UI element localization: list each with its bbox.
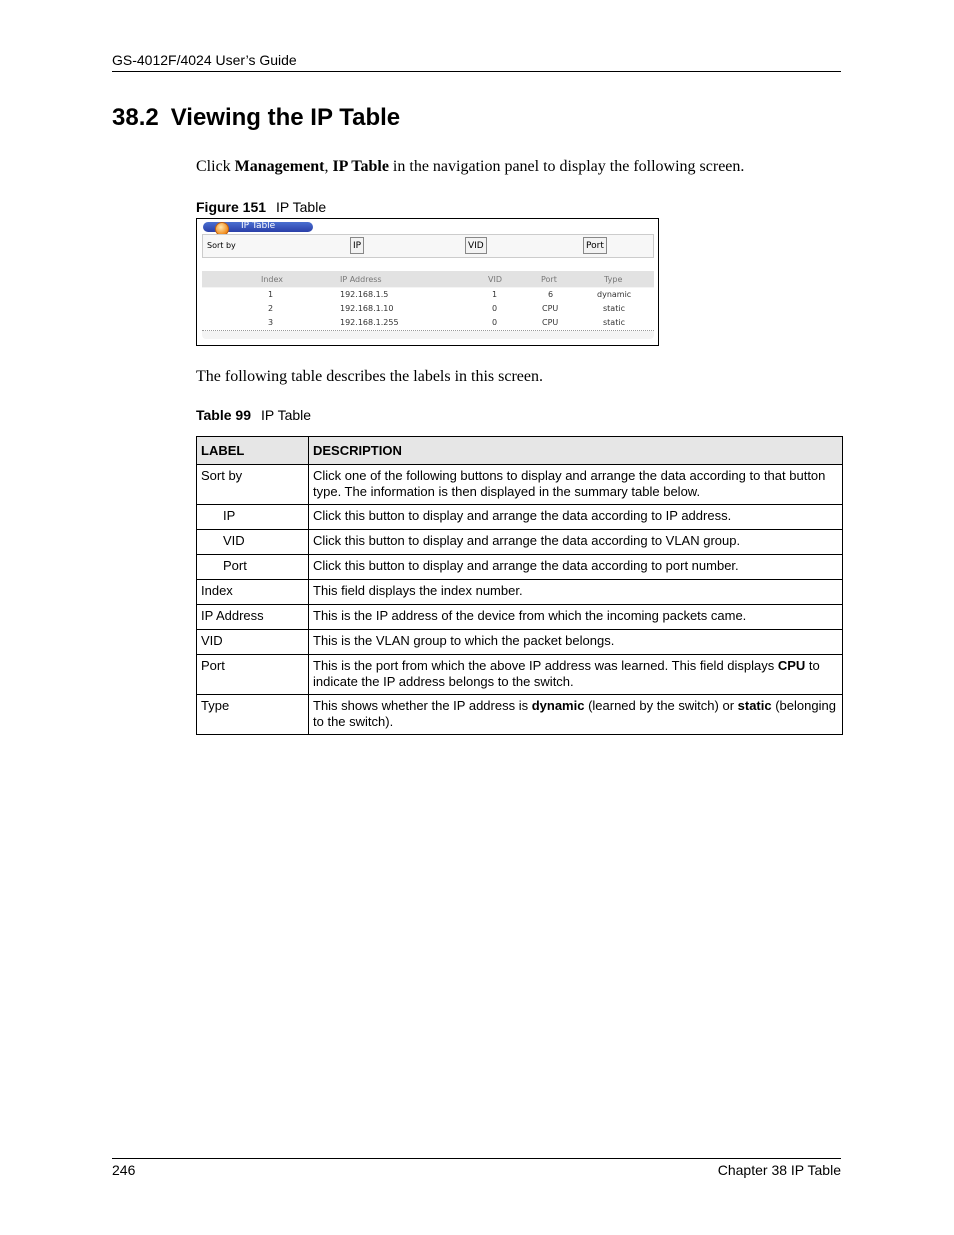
cell-vid: 0	[492, 318, 498, 327]
cell-type: static	[603, 304, 625, 313]
page-number: 246	[112, 1162, 136, 1178]
summary-table	[202, 271, 654, 339]
desc-text: to indicate the IP address belongs to the switch.	[313, 658, 820, 689]
table-title: IP Table	[261, 407, 312, 423]
col-type-header: Type	[604, 275, 623, 284]
table-caption	[196, 407, 311, 423]
header-rule	[112, 71, 841, 72]
cell-ip: 192.168.1.5	[340, 290, 389, 299]
row-label: Index	[197, 580, 309, 605]
cell-port: 6	[548, 290, 554, 299]
figure-caption	[196, 199, 326, 215]
row-description: This is the VLAN group to which the packet belongs.	[309, 630, 843, 655]
cell-vid: 1	[492, 290, 498, 299]
intro-text: Click	[196, 158, 235, 175]
table-row	[197, 555, 843, 580]
section-number: 38.2	[112, 104, 159, 131]
screen-title-tab	[203, 222, 313, 232]
intro-sep: ,	[324, 158, 333, 175]
cell-index: 2	[268, 304, 274, 313]
row-description	[309, 695, 843, 735]
summary-row	[202, 316, 654, 331]
figure-title: IP Table	[276, 199, 327, 215]
footer-rule	[112, 1158, 841, 1159]
cell-ip: 192.168.1.10	[340, 304, 394, 313]
cell-type: dynamic	[597, 290, 632, 299]
desc-bold: dynamic	[531, 698, 585, 713]
table-row	[197, 655, 843, 695]
summary-header-row	[202, 271, 654, 287]
desc-text: (belonging to the switch).	[313, 698, 836, 729]
intro-bold-iptable: IP Table	[332, 158, 389, 175]
screen-title: IP Table	[241, 221, 276, 231]
row-description: This is the IP address of the device from which the incoming packets came.	[309, 605, 843, 630]
intro-paragraph	[196, 158, 744, 176]
table-row	[197, 505, 843, 530]
summary-row	[202, 302, 654, 317]
row-label: IP Address	[197, 605, 309, 630]
sort-by-label: Sort by	[207, 241, 236, 250]
table-row	[197, 630, 843, 655]
cell-index: 1	[268, 290, 274, 299]
row-description: This field displays the index number.	[309, 580, 843, 605]
intro-bold-management: Management	[234, 158, 325, 175]
sort-panel	[202, 234, 654, 258]
table-row	[197, 580, 843, 605]
desc-text: This is the port from which the above IP address was learned. This field displays	[313, 658, 778, 673]
summary-row	[202, 288, 654, 303]
desc-text: This shows whether the IP address is	[313, 698, 532, 713]
section-heading: Viewing the IP Table	[170, 104, 401, 131]
cell-type: static	[603, 318, 625, 327]
row-description: Click this button to display and arrange the data according to VLAN group.	[309, 530, 843, 555]
desc-text: (learned by the switch) or	[584, 698, 738, 713]
sort-ip-button[interactable]: IP	[350, 237, 364, 254]
row-description: Click this button to display and arrange the data according to port number.	[309, 555, 843, 580]
sort-port-button[interactable]: Port	[583, 237, 607, 254]
sort-vid-button[interactable]: VID	[465, 237, 487, 254]
cell-vid: 0	[492, 304, 498, 313]
table-row	[197, 465, 843, 505]
cell-port: CPU	[542, 318, 559, 327]
row-label: Port	[197, 555, 309, 580]
table-row	[197, 695, 843, 735]
section-title	[112, 104, 400, 132]
cell-port: CPU	[542, 304, 559, 313]
col-index-header: Index	[261, 275, 284, 284]
col-vid-header: VID	[488, 275, 502, 284]
ip-table-screenshot	[196, 218, 659, 346]
row-description: Click this button to display and arrange the data according to IP address.	[309, 505, 843, 530]
row-description: Click one of the following buttons to display and arrange the data according to that button type. The information is then displayed in the summary table below.	[309, 465, 843, 505]
desc-bold: static	[737, 698, 772, 713]
row-label: Type	[197, 695, 309, 735]
chapter-footer: Chapter 38 IP Table	[717, 1162, 841, 1178]
description-table	[196, 436, 843, 735]
col-ip-header: IP Address	[340, 275, 382, 284]
label-header: LABEL	[197, 437, 309, 465]
row-label: IP	[197, 505, 309, 530]
cell-ip: 192.168.1.255	[340, 318, 399, 327]
row-label: Port	[197, 655, 309, 695]
row-label: VID	[197, 630, 309, 655]
table-intro-text: The following table describes the labels in this screen.	[196, 368, 544, 385]
row-description	[309, 655, 843, 695]
cell-index: 3	[268, 318, 274, 327]
figure-label: Figure 151	[196, 199, 267, 215]
intro-text-end: in the navigation panel to display the following screen.	[388, 158, 745, 175]
row-label: VID	[197, 530, 309, 555]
table-header-row	[197, 437, 843, 465]
table-label: Table 99	[196, 407, 251, 423]
table-row	[197, 530, 843, 555]
row-label: Sort by	[197, 465, 309, 505]
running-header: GS-4012F/4024 User’s Guide	[112, 52, 297, 68]
col-port-header: Port	[541, 275, 557, 284]
description-header: DESCRIPTION	[309, 437, 843, 465]
desc-bold: CPU	[777, 658, 806, 673]
table-row	[197, 605, 843, 630]
